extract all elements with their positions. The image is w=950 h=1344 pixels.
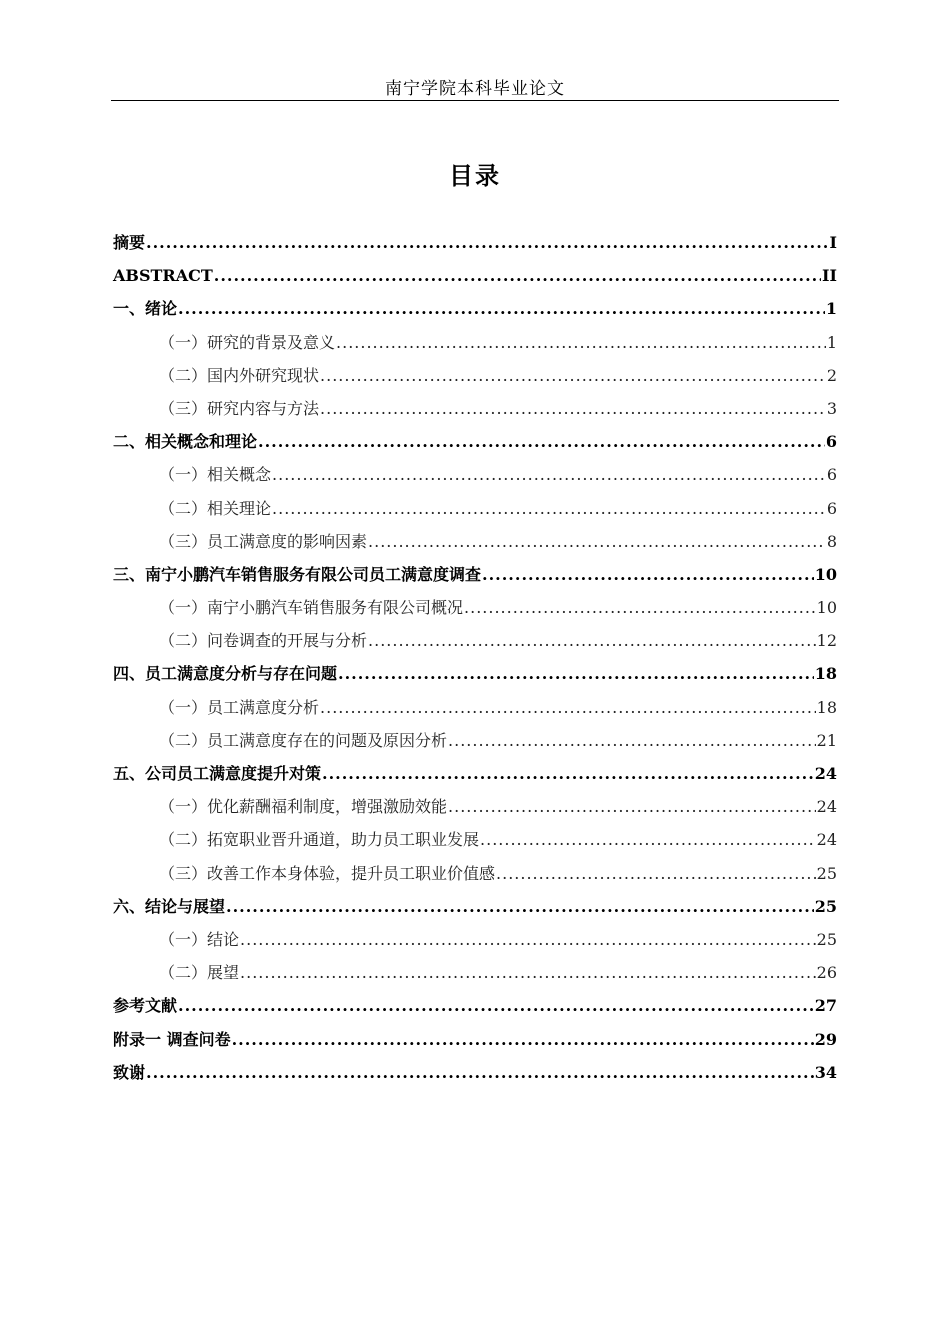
dot-leader xyxy=(322,757,814,790)
dot-leader xyxy=(226,890,814,923)
toc-page-number: 25 xyxy=(816,863,837,883)
toc-entry-label: （二）国内外研究现状 xyxy=(159,365,320,385)
toc-entry-label: （一）南宁小鹏汽车销售服务有限公司概况 xyxy=(159,598,464,618)
dot-leader xyxy=(464,591,816,624)
toc-page-number: II xyxy=(822,266,837,286)
toc-chapter-entry[interactable] xyxy=(113,1056,837,1089)
dot-leader xyxy=(320,691,816,724)
dot-leader xyxy=(272,458,826,491)
toc-section-entry[interactable] xyxy=(113,392,837,425)
toc-section-entry[interactable] xyxy=(113,724,837,757)
toc-page-number: 25 xyxy=(814,896,837,916)
header-rule xyxy=(111,100,839,101)
dot-leader xyxy=(240,956,816,989)
toc-page-number: 27 xyxy=(814,996,837,1016)
toc-entry-label: 摘要 xyxy=(113,233,146,252)
toc-section-entry[interactable] xyxy=(113,624,837,657)
dot-leader xyxy=(146,1056,814,1089)
toc-entry-label: （三）研究内容与方法 xyxy=(159,398,320,418)
table-of-contents xyxy=(113,226,837,1089)
toc-entry-label: （一）优化薪酬福利制度，增强激励效能 xyxy=(159,797,448,817)
toc-entry-label: （一）员工满意度分析 xyxy=(159,697,320,717)
toc-page-number: 12 xyxy=(816,631,837,651)
dot-leader xyxy=(272,492,826,525)
dot-leader xyxy=(232,1023,814,1056)
toc-page-number: 29 xyxy=(814,1029,837,1049)
toc-page-number: 1 xyxy=(826,332,837,352)
toc-section-entry[interactable] xyxy=(113,458,837,491)
toc-page-number: 10 xyxy=(816,598,837,618)
toc-entry-label: （二）拓宽职业晋升通道，助力员工职业发展 xyxy=(159,830,480,850)
dot-leader xyxy=(146,226,829,259)
dot-leader xyxy=(320,359,826,392)
toc-page-number: 26 xyxy=(816,963,837,983)
toc-section-entry[interactable] xyxy=(113,857,837,890)
toc-entry-label: （一）研究的背景及意义 xyxy=(159,332,336,352)
toc-chapter-entry[interactable] xyxy=(113,558,837,591)
toc-chapter-entry[interactable] xyxy=(113,757,837,790)
toc-chapter-entry[interactable] xyxy=(113,226,837,259)
dot-leader xyxy=(480,823,816,856)
toc-page-number: 24 xyxy=(816,830,837,850)
toc-page-number: 24 xyxy=(814,764,837,783)
toc-entry-label: 附录一 调查问卷 xyxy=(113,1029,231,1049)
dot-leader xyxy=(336,326,826,359)
toc-section-entry[interactable] xyxy=(113,956,837,989)
toc-entry-label: 二、相关概念和理论 xyxy=(113,432,258,452)
toc-chapter-entry[interactable] xyxy=(113,657,837,690)
toc-section-entry[interactable] xyxy=(113,359,837,392)
dot-leader xyxy=(496,857,816,890)
toc-page-number: 34 xyxy=(814,1062,837,1082)
toc-entry-label: （三）员工满意度的影响因素 xyxy=(159,531,368,551)
dot-leader xyxy=(368,525,826,558)
toc-page-number: 8 xyxy=(826,531,837,551)
dot-leader xyxy=(338,657,814,690)
toc-chapter-entry[interactable] xyxy=(113,259,837,292)
toc-chapter-entry[interactable] xyxy=(113,425,837,458)
toc-page-number: 6 xyxy=(826,498,837,518)
toc-page-number: 18 xyxy=(816,697,837,717)
toc-entry-label: 五、公司员工满意度提升对策 xyxy=(113,764,322,783)
dot-leader xyxy=(258,425,825,458)
toc-page-number: 21 xyxy=(816,730,837,750)
toc-page-number: I xyxy=(829,233,837,252)
toc-section-entry[interactable] xyxy=(113,492,837,525)
toc-page-number: 2 xyxy=(826,365,837,385)
toc-entry-label: 六、结论与展望 xyxy=(113,896,226,916)
toc-entry-label: 致谢 xyxy=(113,1062,146,1082)
toc-entry-label: （二）展望 xyxy=(159,963,240,983)
toc-entry-label: 四、员工满意度分析与存在问题 xyxy=(113,664,338,684)
dot-leader xyxy=(448,790,816,823)
toc-entry-label: （二）相关理论 xyxy=(159,498,272,518)
toc-page-number: 6 xyxy=(826,465,837,485)
toc-chapter-entry[interactable] xyxy=(113,989,837,1022)
toc-section-entry[interactable] xyxy=(113,790,837,823)
toc-title: 目录 xyxy=(449,161,501,190)
toc-entry-label: （三）改善工作本身体验，提升员工职业价值感 xyxy=(159,863,496,883)
toc-entry-label: ABSTRACT xyxy=(113,266,213,286)
toc-chapter-entry[interactable] xyxy=(113,1023,837,1056)
toc-section-entry[interactable] xyxy=(113,923,837,956)
dot-leader xyxy=(240,923,816,956)
dot-leader xyxy=(178,292,825,325)
toc-entry-label: （二）问卷调查的开展与分析 xyxy=(159,631,368,651)
toc-page-number: 25 xyxy=(816,929,837,949)
toc-chapter-entry[interactable] xyxy=(113,890,837,923)
toc-page-number: 18 xyxy=(814,664,837,684)
toc-page-number: 24 xyxy=(816,797,837,817)
toc-entry-label: 一、绪论 xyxy=(113,299,178,319)
dot-leader xyxy=(178,989,814,1022)
running-header: 南宁学院本科毕业论文 xyxy=(385,79,565,99)
dot-leader xyxy=(320,392,826,425)
toc-section-entry[interactable] xyxy=(113,691,837,724)
toc-page-number: 3 xyxy=(826,398,837,418)
toc-section-entry[interactable] xyxy=(113,823,837,856)
dot-leader xyxy=(368,624,816,657)
toc-entry-label: （二）员工满意度存在的问题及原因分析 xyxy=(159,730,448,750)
dot-leader xyxy=(214,259,821,292)
toc-chapter-entry[interactable] xyxy=(113,292,837,325)
dot-leader xyxy=(482,558,814,591)
toc-entry-label: （一）结论 xyxy=(159,929,240,949)
toc-section-entry[interactable] xyxy=(113,326,837,359)
toc-section-entry[interactable] xyxy=(113,591,837,624)
toc-page-number: 1 xyxy=(825,299,837,319)
toc-entry-label: 三、南宁小鹏汽车销售服务有限公司员工满意度调查 xyxy=(113,564,482,584)
toc-entry-label: 参考文献 xyxy=(113,996,178,1016)
toc-entry-label: （一）相关概念 xyxy=(159,465,272,485)
toc-section-entry[interactable] xyxy=(113,525,837,558)
toc-page-number: 6 xyxy=(825,432,837,452)
toc-page-number: 10 xyxy=(814,564,837,584)
dot-leader xyxy=(448,724,816,757)
